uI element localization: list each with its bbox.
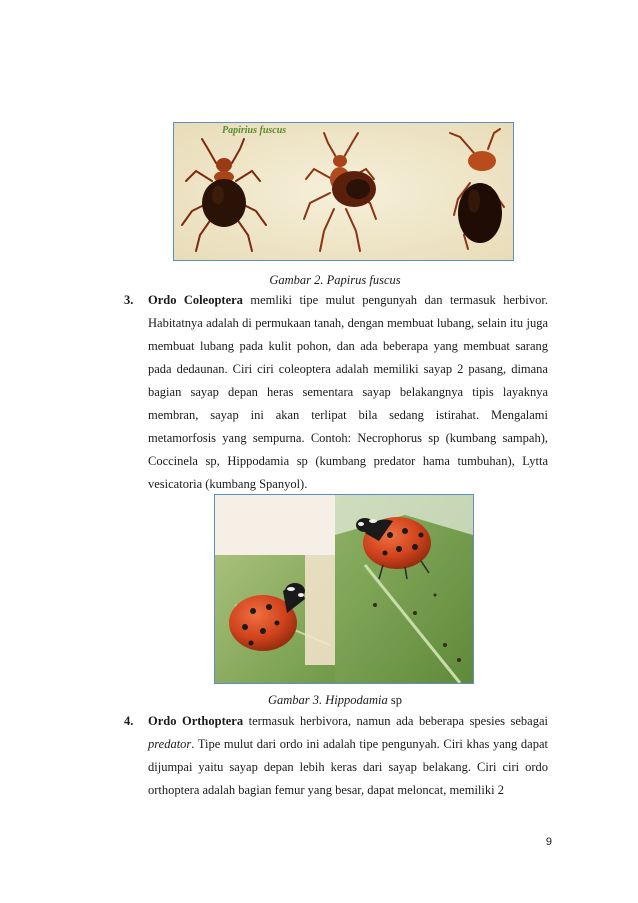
order-description: memliki tipe mulut pengunyah dan termasuk herbivor. Habitatnya adalah di permukaan tanah, dengan membuat lubang, selain itu juga membuat lubang pada kulit pohon, dan ada beberapa yang membuat sarang pada dedaunan. Ciri ciri coleoptera adalah memiliki sayap 2 pasang, dimana bagian sayap depan heras sementara sayap belakangnya tipis layaknya membran, sayap ini akan terlipat bila sedang istirahat. Mengalami metamorfosis yang sempurna. Contoh: Necrophorus sp (kumbang sampah), Coccinela sp, Hippodamia sp (kumbang predator hama tumbuhan), Lytta vesicatoria (kumbang Spanyol). [148,293,548,491]
figure-2-caption [120,272,550,288]
list-body [148,710,548,802]
order-title: Ordo Orthoptera [148,714,244,728]
insect-illustration [174,123,513,260]
page-number: 9 [545,836,552,848]
order-description-b: . Tipe mulut dari ordo ini adalah tipe pengunyah. Ciri khas yang dapat dijumpai yaitu sayap depan lebih keras dari sayap belakang. Ciri ciri ordo orthoptera adalah bagian femur yang besar, dapat meloncat, memiliki 2 [148,737,548,797]
caption-suffix: sp [387,693,403,707]
order-description-a: termasuk herbivora, namun ada beberapa spesies sebagai [243,714,548,728]
figure-papirius-fuscus [173,122,514,261]
order-description-italic: predator [148,737,192,751]
ladybug-photo [215,495,473,683]
list-body [148,289,548,496]
order-title: Ordo Coleoptera [148,293,243,307]
list-item-coleoptera [124,289,548,496]
figure-hippodamia [214,494,474,684]
list-number: 3. [124,293,134,307]
figure-label: Papirius fuscus [222,125,287,136]
figure-3-caption [120,692,550,708]
caption-text: Gambar 3. Hippodamia [267,693,388,707]
list-number: 4. [124,714,134,728]
list-item-orthoptera [124,710,548,802]
caption-text: Gambar 2. Papirus fuscus [269,273,401,287]
